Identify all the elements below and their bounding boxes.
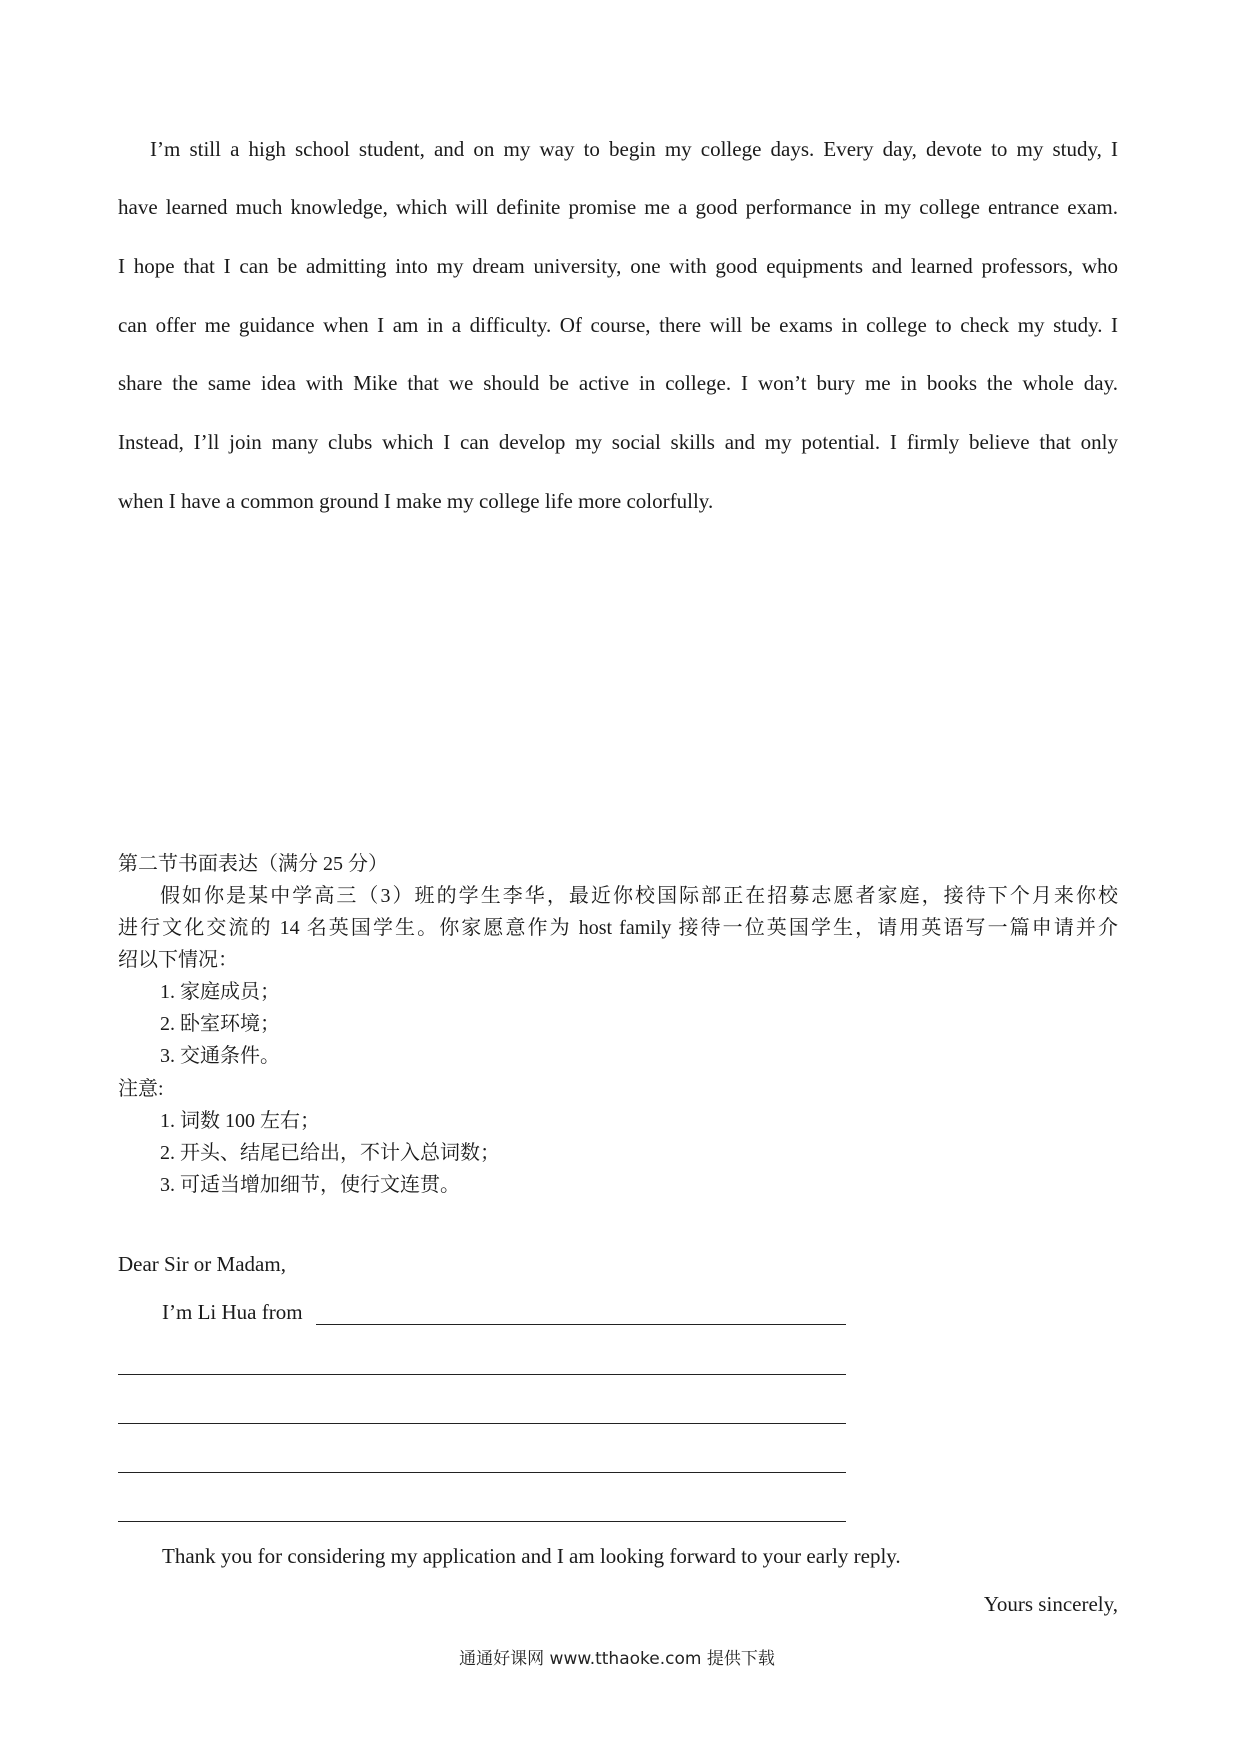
answer-line[interactable] bbox=[118, 1374, 846, 1375]
letter-salutation: Dear Sir or Madam, bbox=[118, 1252, 286, 1276]
section-heading: 第二节书面表达（满分 25 分） bbox=[118, 853, 388, 875]
prompt-line: 绍以下情况： bbox=[118, 949, 238, 971]
prompt-line: 进行文化交流的 14 名英国学生。你家愿意作为 host family 接待一位英国学生，请用英语写一篇申请并介 bbox=[118, 917, 1118, 939]
note-item: 2. 开头、结尾已给出，不计入总词数； bbox=[160, 1142, 500, 1164]
answer-line[interactable] bbox=[118, 1521, 846, 1522]
requirement-item: 1. 家庭成员； bbox=[160, 981, 280, 1003]
essay-line: I’m still a high school student, and on my way to begin my college days. Every day, devote to my study, I bbox=[150, 137, 1118, 161]
prompt-line: 假如你是某中学高三（3）班的学生李华，最近你校国际部正在招募志愿者家庭，接待下个月来你校 bbox=[160, 885, 1118, 907]
notes-label: 注意: bbox=[118, 1078, 164, 1100]
letter-signoff: Yours sincerely, bbox=[983, 1592, 1118, 1616]
answer-line[interactable] bbox=[316, 1324, 846, 1325]
essay-line: I hope that I can be admitting into my dream university, one with good equipments and learned professors, who bbox=[118, 254, 1118, 278]
note-item: 3. 可适当增加细节，使行文连贯。 bbox=[160, 1174, 460, 1196]
essay-line: when I have a common ground I make my college life more colorfully. bbox=[118, 489, 714, 513]
essay-line: Instead, I’ll join many clubs which I can develop my social skills and my potential. I firmly believe that only bbox=[118, 430, 1118, 454]
page-footer: 通通好课网 www.tthaoke.com 提供下载 bbox=[459, 1649, 775, 1669]
essay-line: share the same idea with Mike that we should be active in college. I won’t bury me in books the whole day. bbox=[118, 371, 1118, 395]
letter-closing: Thank you for considering my application and I am looking forward to your early reply. bbox=[162, 1544, 901, 1568]
answer-line[interactable] bbox=[118, 1472, 846, 1473]
note-item: 1. 词数 100 左右； bbox=[160, 1110, 320, 1132]
letter-opening: I’m Li Hua from bbox=[162, 1300, 303, 1324]
requirement-item: 3. 交通条件。 bbox=[160, 1045, 280, 1067]
answer-line[interactable] bbox=[118, 1423, 846, 1424]
requirement-item: 2. 卧室环境； bbox=[160, 1013, 280, 1035]
essay-line: can offer me guidance when I am in a difficulty. Of course, there will be exams in college to check my study. I bbox=[118, 313, 1118, 337]
essay-line: have learned much knowledge, which will definite promise me a good performance in my college entrance exam. bbox=[118, 195, 1118, 219]
